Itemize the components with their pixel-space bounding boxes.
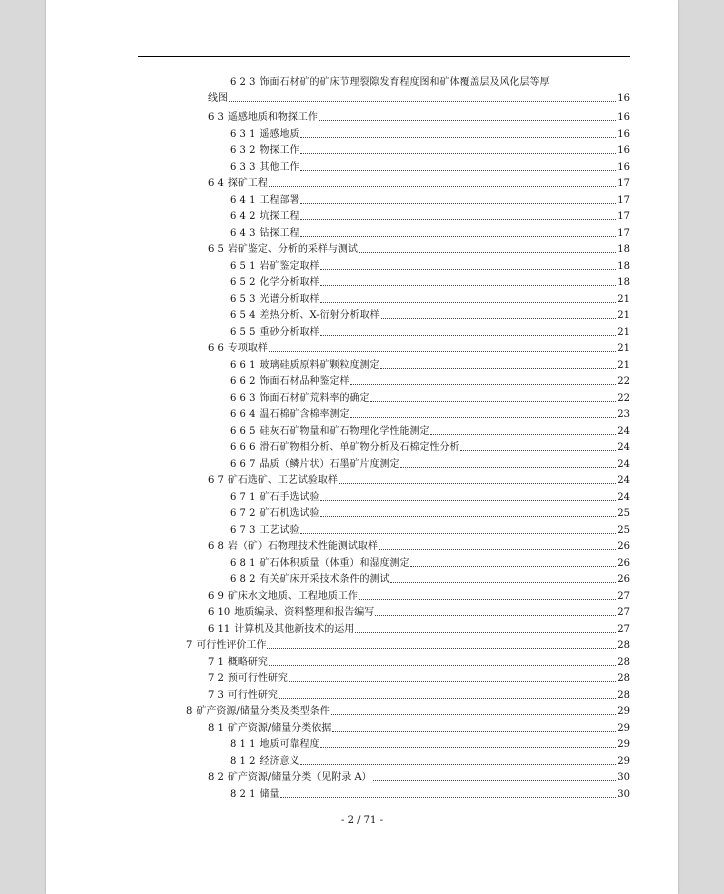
toc-leader-dots [320,516,616,517]
toc-label: 岩（矿）石物理技术性能测试取样 [227,541,378,552]
toc-page-number: 30 [617,788,630,800]
toc-entry[interactable] [230,787,630,801]
toc-entry[interactable] [208,176,630,190]
toc-label: 地质编录、资料整理和报告编写 [234,607,375,618]
toc-label: 矿床水文地质、工程地质工作 [227,590,358,602]
toc-number: 6 6 2 [230,376,256,387]
toc-number: 6 5 3 [230,293,256,305]
toc-leader-dots [460,450,616,451]
toc-entry[interactable] [208,110,630,124]
toc-label: 重砂分析取样 [259,326,320,338]
toc-number: 6 7 [208,475,224,486]
toc-entry[interactable] [208,622,630,636]
toc-number: 8 [186,706,193,717]
toc-number: 6 10 [208,607,231,618]
toc-entry[interactable] [208,605,630,619]
toc-label: 光谱分析取样 [259,293,320,305]
toc-entry[interactable] [208,473,630,487]
toc-label: 温石棉矿含棉率测定 [259,409,350,420]
toc-leader-dots [380,368,616,369]
toc-leader-dots [331,714,617,715]
toc-entry[interactable] [208,770,630,784]
toc-entry[interactable] [230,506,630,520]
toc-label: 可行性研究 [227,689,278,701]
toc-page-number: 17 [617,178,630,189]
toc-label: 坑探工程 [259,211,300,222]
toc-leader-dots [300,764,616,765]
toc-entry[interactable] [230,556,630,570]
toc-number: 7 3 [208,689,224,701]
toc-leader-dots [300,170,616,171]
toc-entry[interactable] [230,325,630,339]
toc-page-number: 18 [617,244,630,255]
toc-page-number: 24 [617,475,630,486]
toc-number: 6 5 1 [230,260,256,272]
document-page [46,0,678,894]
toc-number: 6 9 [208,590,224,602]
toc-entry[interactable] [208,77,630,105]
toc-entry[interactable] [230,457,630,471]
toc-label: 矿产资源/储量分类（见附录 A） [227,772,372,783]
toc-label: 硅灰石矿物量和矿石物理化学性能测定 [259,425,430,437]
toc-page-number: 25 [617,508,630,519]
toc-page-number: 16 [617,112,630,123]
toc-number: 6 3 3 [230,161,256,173]
toc-entry[interactable] [230,490,630,504]
toc-leader-dots [319,120,616,121]
toc-entry[interactable] [230,572,630,586]
toc-label: 预可行性研究 [227,673,288,684]
toc-label: 概略研究 [227,656,268,668]
toc-number: 7 [186,640,193,651]
toc-label: 差热分析、X-衍射分析取样 [259,310,380,321]
toc-label: 矿石选矿、工艺试验取样 [227,475,338,486]
toc-label: 其他工作 [259,161,300,173]
toc-leader-dots [320,500,616,501]
toc-page-number: 17 [617,211,630,222]
toc-entry[interactable] [230,292,630,306]
toc-leader-dots [320,302,616,303]
toc-leader-dots [269,351,616,352]
toc-label: 饰面石材矿的矿床节理裂隙发育程度图和矿体覆盖层及风化层等厚 [259,77,550,88]
toc-page-number: 23 [617,409,630,420]
toc-page-number: 28 [617,689,630,701]
toc-label: 可行性评价工作 [196,640,267,651]
toc-page-number: 27 [617,590,630,602]
toc-label-continued: 线图 [208,93,228,104]
toc-number: 6 8 2 [230,574,256,585]
toc-page-number: 16 [617,145,630,156]
toc-number: 6 4 [208,178,224,189]
toc-number: 8 2 [208,772,224,783]
toc-label: 矿石手选试验 [259,491,320,503]
toc-number: 6 3 1 [230,128,256,140]
toc-number: 6 7 1 [230,491,256,503]
toc-leader-dots [300,203,616,204]
toc-leader-dots [320,335,616,336]
toc-entry[interactable] [230,160,630,174]
toc-entry[interactable] [230,407,630,421]
toc-page-number: 27 [617,607,630,618]
toc-leader-dots [229,101,616,102]
toc-entry[interactable] [208,671,630,685]
toc-number: 6 5 5 [230,326,256,338]
toc-number: 6 6 6 [230,442,256,453]
toc-leader-dots [300,533,616,534]
toc-page-number: 27 [617,623,630,635]
toc-entry[interactable] [230,374,630,388]
toc-leader-dots [359,252,616,253]
toc-label: 探矿工程 [227,178,268,189]
toc-entry[interactable] [230,209,630,223]
toc-number: 6 7 3 [230,524,256,536]
toc-number: 8 2 1 [230,788,256,800]
toc-leader-dots [267,648,616,649]
toc-page-number: 16 [617,161,630,173]
toc-leader-dots [279,698,616,699]
toc-number: 6 6 5 [230,425,256,437]
toc-page-number: 24 [617,491,630,503]
toc-leader-dots [400,467,616,468]
toc-leader-dots [375,615,616,616]
toc-number: 6 4 1 [230,194,256,206]
toc-number: 6 2 3 [230,77,256,88]
toc-leader-dots [269,186,616,187]
toc-number: 6 4 2 [230,211,256,222]
toc-label: 钻探工程 [259,227,300,239]
toc-page-number: 21 [617,310,630,321]
toc-leader-dots [289,681,616,682]
toc-page-number: 21 [617,293,630,305]
toc-page-number: 18 [617,277,630,288]
toc-page-number: 18 [617,260,630,272]
toc-label: 工艺试验 [259,524,300,536]
toc-number: 6 6 7 [230,458,256,470]
toc-leader-dots [430,434,616,435]
toc-label: 岩矿鉴定取样 [259,260,320,272]
toc-label: 化学分析取样 [259,277,320,288]
toc-leader-dots [269,665,616,666]
toc-page-number: 29 [617,755,630,767]
toc-number: 6 8 1 [230,557,256,569]
toc-page-number: 21 [617,359,630,371]
toc-number: 6 5 4 [230,310,256,321]
toc-entry[interactable] [230,143,630,157]
toc-label: 经济意义 [259,755,300,767]
toc-number: 6 6 1 [230,359,256,371]
toc-page-number: 28 [617,673,630,684]
toc-entry[interactable] [186,704,630,718]
toc-page-number: 22 [617,392,630,404]
toc-number: 8 1 2 [230,755,256,767]
toc-page-number: 22 [617,376,630,387]
toc-leader-dots [373,780,617,781]
toc-label: 滑石矿物相分析、单矿物分析及石棉定性分析 [259,442,460,453]
toc-label: 储量 [259,788,280,800]
toc-label: 有关矿床开采技术条件的测试 [259,574,390,585]
toc-leader-dots [332,731,616,732]
toc-page-number: 26 [617,574,630,585]
toc-leader-dots [350,384,616,385]
toc-label: 地质可靠程度 [259,739,320,750]
toc-leader-dots [300,137,616,138]
toc-entry[interactable] [208,242,630,256]
toc-page-number: 29 [617,706,630,717]
toc-leader-dots [300,219,616,220]
toc-number: 6 7 2 [230,508,256,519]
toc-page-number: 16 [617,93,630,104]
toc-entry[interactable] [230,523,630,537]
toc-number: 6 5 2 [230,277,256,288]
toc-label: 晶质（鳞片状）石墨矿片度测定 [259,458,400,470]
toc-entry[interactable] [230,259,630,273]
toc-leader-dots [379,549,616,550]
toc-leader-dots [350,417,616,418]
toc-number: 6 6 4 [230,409,256,420]
toc-page-number: 29 [617,722,630,734]
toc-label: 矿石机选试验 [259,508,320,519]
toc-leader-dots [320,747,616,748]
toc-entry[interactable] [208,721,630,735]
toc-leader-dots [320,285,616,286]
toc-leader-dots [410,566,616,567]
toc-leader-dots [320,269,616,270]
toc-number: 8 1 1 [230,739,256,750]
toc-entry[interactable] [230,226,630,240]
toc-label: 矿产资源/储量分类及类型条件 [196,706,330,717]
toc-number: 6 3 [208,112,224,123]
toc-entry[interactable] [230,193,630,207]
toc-leader-dots [370,401,616,402]
toc-label: 岩矿鉴定、分析的采样与测试 [227,244,358,255]
toc-leader-dots [359,599,616,600]
toc-entry[interactable] [230,308,630,322]
toc-entry[interactable] [208,688,630,702]
toc-page-number: 26 [617,541,630,552]
toc-entry[interactable] [230,358,630,372]
toc-number: 6 6 3 [230,392,256,404]
toc-leader-dots [390,582,616,583]
toc-number: 6 11 [208,623,231,635]
toc-entry[interactable] [208,341,630,355]
toc-number: 6 4 3 [230,227,256,239]
toc-entry[interactable] [230,754,630,768]
toc-leader-dots [381,318,617,319]
toc-leader-dots [280,797,616,798]
toc-page-number: 24 [617,458,630,470]
toc-entry[interactable] [208,655,630,669]
toc-label: 饰面石材品种鉴定样 [259,376,350,387]
toc-entry[interactable] [208,589,630,603]
toc-page-number: 25 [617,524,630,536]
toc-leader-dots [300,153,616,154]
header-rule [138,56,630,57]
toc-page-number: 29 [617,739,630,750]
toc-page-number: 17 [617,194,630,206]
toc-entry[interactable] [230,127,630,141]
toc-entry[interactable] [230,391,630,405]
toc-page-number: 28 [617,640,630,651]
toc-entry[interactable] [230,424,630,438]
toc-entry[interactable] [186,638,630,652]
toc-page-number: 28 [617,656,630,668]
toc-page-number: 21 [617,326,630,338]
toc-number: 6 8 [208,541,224,552]
toc-entry[interactable] [208,539,630,553]
toc-label: 专项取样 [227,343,268,354]
toc-number: 6 3 2 [230,145,256,156]
toc-leader-dots [339,483,616,484]
toc-page-number: 24 [617,425,630,437]
page-number: - 2 / 71 - [341,815,383,826]
toc-label: 饰面石材矿荒料率的确定 [259,392,370,404]
toc-page-number: 21 [617,343,630,354]
toc-label: 遥感地质和物探工作 [227,112,318,123]
toc-label: 矿产资源/储量分类依据 [227,722,332,734]
toc-number: 7 1 [208,656,224,668]
toc-leader-dots [300,236,616,237]
toc-page-number: 17 [617,227,630,239]
toc-label: 玻璃硅质原料矿颗粒度测定 [259,359,380,371]
toc-entry[interactable] [230,275,630,289]
toc-label: 物探工作 [259,145,300,156]
toc-page-number: 30 [617,772,630,783]
toc-page-number: 24 [617,442,630,453]
toc-number: 6 6 [208,343,224,354]
toc-label: 工程部署 [259,194,300,206]
toc-page-number: 16 [617,128,630,140]
toc-number: 7 2 [208,673,224,684]
toc-page-number: 26 [617,557,630,569]
toc-leader-dots [355,632,616,633]
toc-entry[interactable] [230,737,630,751]
toc-number: 6 5 [208,244,224,255]
toc-label: 遥感地质 [259,128,300,140]
toc-label: 计算机及其他新技术的运用 [234,623,355,635]
toc-label: 矿石体积质量（体重）和湿度测定 [259,557,410,569]
toc-entry[interactable] [230,440,630,454]
toc-number: 8 1 [208,722,224,734]
